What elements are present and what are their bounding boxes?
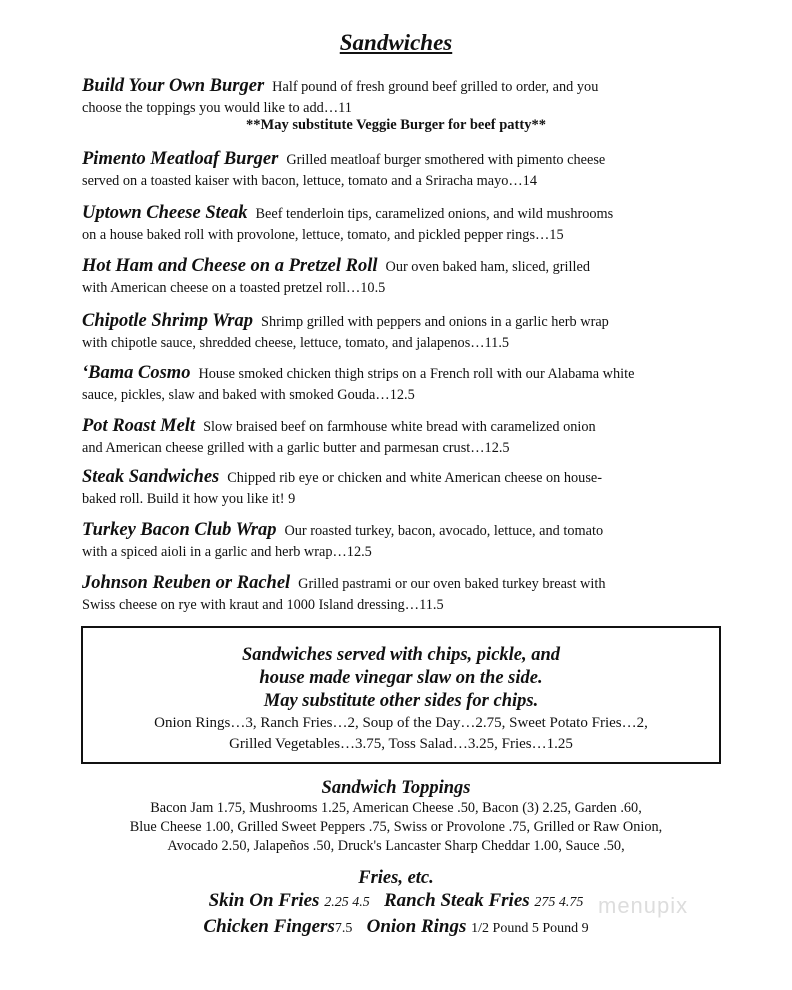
sides-box-line: house made vinegar slaw on the side. [259,668,543,688]
sides-list-line: Grilled Vegetables…3.75, Toss Salad…3.25, Fries…1.25 [229,736,573,752]
item-price: 1/2 Pound 5 Pound 9 [471,921,589,936]
menu-item [82,311,732,353]
sides-list-line: Onion Rings…3, Ranch Fries…2, Soup of the Day…2.75, Sweet Potato Fries…2, [154,715,648,731]
item-name: Pot Roast Melt [82,416,196,436]
item-desc-line2: with a spiced aioli in a garlic and herb wrap…12.5 [82,543,372,560]
item-name: Turkey Bacon Club Wrap [82,520,277,540]
item-name: Uptown Cheese Steak [82,203,248,223]
item-desc-line2: sauce, pickles, slaw and baked with smoked Gouda…12.5 [82,386,415,403]
menu-item [82,76,732,118]
item-name: Ranch Steak Fries [383,890,530,911]
item-name: ‘Bama Cosmo [82,363,191,383]
item-desc-line2: choose the toppings you would like to add…11 [82,99,352,116]
item-name: Chipotle Shrimp Wrap [82,311,254,331]
menu-item [82,416,732,458]
item-name: Steak Sandwiches [82,467,220,487]
item-desc-line1: Grilled meatloaf burger smothered with pimento cheese [286,152,606,168]
item-name: Skin On Fries [208,890,320,911]
item-price: 7.5 [334,921,353,936]
toppings-line: Avocado 2.50, Jalapeños .50, Druck's Lancaster Sharp Cheddar 1.00, Sauce .50, [167,838,625,854]
item-desc-line1: Our roasted turkey, bacon, avocado, lettuce, and tomato [284,523,604,539]
item-desc-line2: with chipotle sauce, shredded cheese, lettuce, tomato, and jalapenos…11.5 [82,334,510,351]
menu-item [82,256,732,298]
page-title: Sandwiches [339,30,453,55]
item-desc-line2: Swiss cheese on rye with kraut and 1000 Island dressing…11.5 [82,596,444,613]
sides-box-line: May substitute other sides for chips. [263,691,539,711]
item-desc-line2: on a house baked roll with provolone, lettuce, tomato, and pickled pepper rings…15 [82,226,564,243]
item-name: Hot Ham and Cheese on a Pretzel Roll [82,256,378,276]
menu-item [82,573,732,615]
menu-item [82,520,732,562]
sides-box [81,626,721,764]
item-desc-line1: Shrimp grilled with peppers and onions in a garlic herb wrap [261,314,609,330]
fries-title: Fries, etc. [358,868,434,888]
toppings-line: Blue Cheese 1.00, Grilled Sweet Peppers .75, Swiss or Provolone .75, Grilled or Raw Onion, [129,819,663,835]
item-desc-line2: served on a toasted kaiser with bacon, lettuce, tomato and a Sriracha mayo…14 [82,172,537,189]
item-desc-line1: Beef tenderloin tips, caramelized onions, and wild mushrooms [255,206,614,222]
menu-item [82,363,732,405]
item-name: Pimento Meatloaf Burger [82,149,279,169]
item-name: Onion Rings [366,916,467,937]
item-desc-line2: with American cheese on a toasted pretzel roll…10.5 [82,279,386,296]
item-desc-line1: Slow braised beef on farmhouse white bread with caramelized onion [203,419,596,435]
item-desc-line1: Half pound of fresh ground beef grilled to order, and you [272,79,599,95]
menu-item [82,467,732,509]
item-desc-line2: baked roll. Build it how you like it! 9 [82,490,296,507]
menu-item [82,149,732,191]
toppings-section [0,778,792,856]
item-desc-line1: House smoked chicken thigh strips on a French roll with our Alabama white [198,366,635,382]
toppings-title: Sandwich Toppings [321,778,471,798]
item-desc-line2: and American cheese grilled with a garlic butter and parmesan crust…12.5 [82,439,510,456]
item-name: Build Your Own Burger [82,76,265,96]
veggie-note: **May substitute Veggie Burger for beef patty** [246,117,546,133]
item-price: 2.25 4.5 [324,895,370,910]
menu-item [82,203,732,245]
item-desc-line1: Grilled pastrami or our oven baked turkey breast with [298,576,606,592]
item-desc-line1: Chipped rib eye or chicken and white American cheese on house- [227,470,602,486]
item-name: Johnson Reuben or Rachel [82,573,291,593]
item-name: Chicken Fingers [203,916,335,937]
watermark: menupix [598,893,689,918]
toppings-line: Bacon Jam 1.75, Mushrooms 1.25, American Cheese .50, Bacon (3) 2.25, Garden .60, [150,800,642,816]
item-price: 275 4.75 [534,895,584,910]
sides-box-line: Sandwiches served with chips, pickle, and [241,645,561,665]
item-desc-line1: Our oven baked ham, sliced, grilled [385,259,590,275]
